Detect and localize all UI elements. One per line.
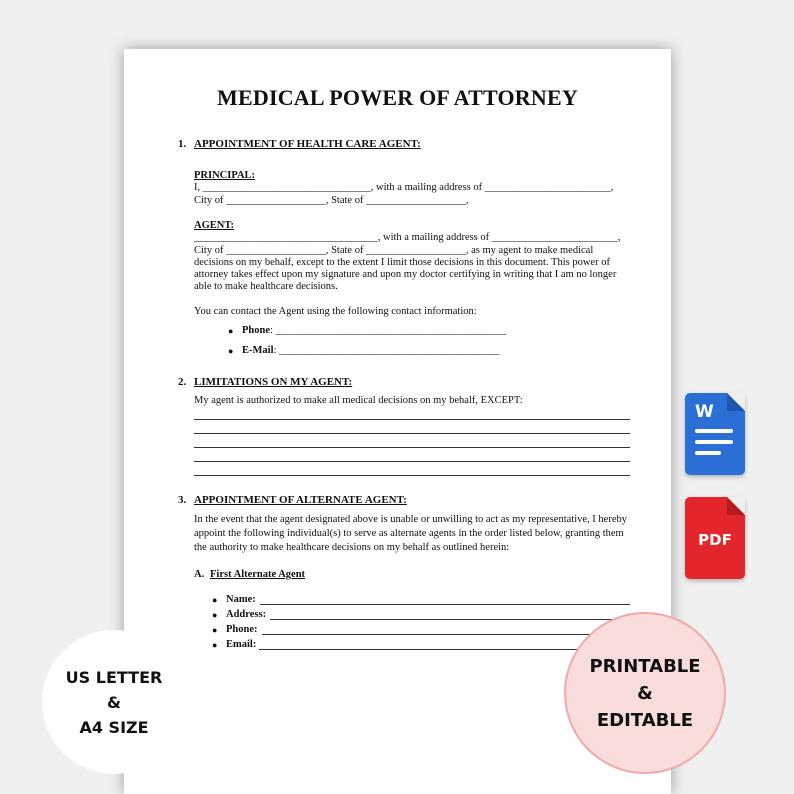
agent-line-2: City of ___________________, State of ___________________, as my agent to make medical	[194, 245, 594, 256]
section-3-number: 3.	[178, 494, 187, 506]
email-blank: : __________________________________________	[273, 345, 500, 356]
bullet: ●	[228, 346, 234, 356]
agent-line-4: attorney takes effect upon my signature and upon my doctor certifying in writing that I am no longer	[194, 269, 617, 280]
printable-badge-line-2: &	[637, 682, 653, 704]
agent-line-1: ___________________________________, with a mailing address of ________________________,	[194, 232, 621, 243]
size-badge	[42, 630, 186, 774]
pdf-label: PDF	[698, 531, 732, 549]
size-badge-line-1: US LETTER	[65, 667, 163, 687]
limitation-line	[194, 461, 630, 462]
size-badge-line-3: A4 SIZE	[79, 717, 149, 737]
alternate-para-line-3: the authority to make healthcare decisions on my behalf as outlined herein:	[194, 542, 510, 553]
alternate-para-line-2: appoint the following individual(s) to serve as alternate agents in the order listed below, granting them	[194, 528, 624, 539]
alt-email-label: Email:	[226, 639, 257, 650]
bullet: ●	[212, 610, 218, 620]
printable-badge-line-3: EDITABLE	[596, 709, 694, 731]
alt-email-line	[259, 649, 630, 650]
pdf-document-icon	[685, 497, 745, 579]
agent-line-3: decisions on my behalf, except to the extent I limit those decisions in this document. This power of	[194, 257, 610, 268]
alt-phone-line	[262, 634, 630, 635]
doc-line	[695, 440, 733, 444]
doc-line	[695, 451, 721, 455]
printable-badge-line-1: PRINTABLE	[589, 655, 701, 677]
first-alternate-letter: A.	[194, 569, 205, 580]
agent-phone-field	[242, 325, 507, 337]
section-2-number: 2.	[178, 376, 187, 388]
doc-line	[695, 429, 733, 433]
bullet: ●	[228, 326, 234, 336]
agent-email-field	[242, 345, 500, 357]
size-badge-line-2: &	[107, 692, 121, 712]
word-document-icon	[685, 393, 745, 475]
first-alternate-heading: First Alternate Agent	[210, 569, 306, 580]
alt-name-label: Name:	[226, 594, 256, 605]
contact-intro: You can contact the Agent using the following contact information:	[194, 306, 477, 317]
principal-line-1: I, ________________________________, with a mailing address of ________________________,	[194, 182, 614, 193]
alt-address-line	[270, 619, 630, 620]
document-title: MEDICAL POWER OF ATTORNEY	[217, 85, 578, 110]
section-3-heading: APPOINTMENT OF ALTERNATE AGENT:	[194, 494, 407, 506]
printable-badge	[564, 612, 726, 774]
word-letter: W	[695, 402, 714, 422]
bullet: ●	[212, 625, 218, 635]
limitation-line	[194, 433, 630, 434]
section-1-number: 1.	[178, 138, 187, 150]
phone-blank: : ____________________________________________	[270, 325, 507, 336]
agent-heading: AGENT:	[194, 220, 235, 231]
bullet: ●	[212, 640, 218, 650]
limitation-line	[194, 475, 630, 476]
email-label: E-Mail	[242, 345, 274, 356]
alt-name-line	[260, 604, 630, 605]
phone-label: Phone	[242, 325, 271, 336]
principal-heading: PRINCIPAL:	[194, 170, 256, 181]
alternate-para-line-1: In the event that the agent designated above is unable or unwilling to act as my representative, I hereby	[194, 514, 627, 525]
section-1-heading: APPOINTMENT OF HEALTH CARE AGENT:	[194, 138, 421, 150]
limitation-line	[194, 419, 630, 420]
limitations-intro: My agent is authorized to make all medical decisions on my behalf, EXCEPT:	[194, 395, 523, 406]
agent-line-5: able to make healthcare decisions.	[194, 281, 338, 292]
alt-phone-label: Phone:	[226, 624, 258, 635]
alt-address-label: Address:	[226, 609, 267, 620]
principal-line-2: City of ___________________, State of ___________________,	[194, 195, 469, 206]
bullet: ●	[212, 595, 218, 605]
section-2-heading: LIMITATIONS ON MY AGENT:	[194, 376, 353, 388]
limitation-line	[194, 447, 630, 448]
